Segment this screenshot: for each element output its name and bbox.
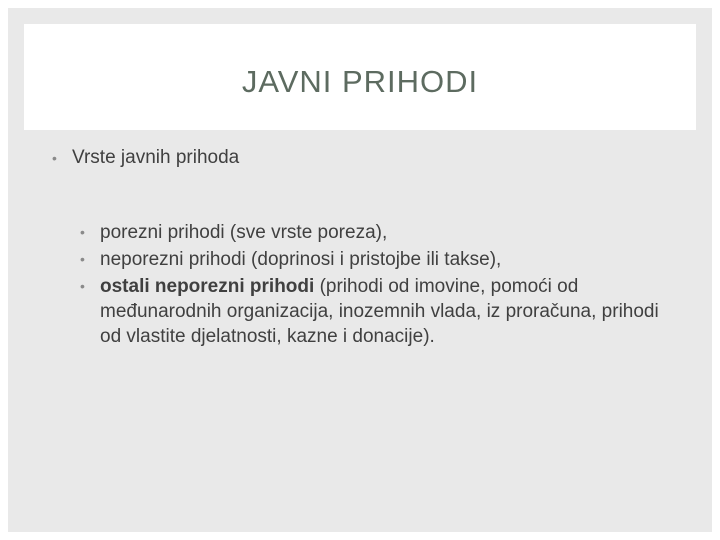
title-box bbox=[24, 24, 696, 130]
bullet-icon: • bbox=[80, 278, 85, 294]
sub-bullet-item bbox=[80, 274, 692, 349]
main-bullet-item bbox=[52, 146, 692, 170]
slide-title: JAVNI PRIHODI bbox=[241, 64, 479, 99]
sub-bullet-list bbox=[52, 220, 692, 349]
bullet-icon: • bbox=[80, 251, 85, 267]
main-bullet-text: Vrste javnih prihoda bbox=[72, 147, 240, 168]
sub-bullet-text bbox=[100, 247, 680, 272]
bullet-icon: • bbox=[80, 224, 85, 240]
sub-bullet-text bbox=[100, 220, 680, 245]
sub-bullet-plain-text: porezni prihodi (sve vrste poreza), bbox=[100, 222, 388, 243]
bullet-icon: • bbox=[52, 150, 57, 166]
sub-bullet-item bbox=[80, 247, 692, 272]
sub-bullet-bold-text: ostali neporezni prihodi bbox=[100, 276, 315, 297]
sub-bullet-item bbox=[80, 220, 692, 245]
sub-bullet-plain-text: (prihodi od imovine, pomoći od međunarodnih organizacija, inozemnih vlada, iz proračuna, prihodi od vlastite djelatnosti, kazne i donacije). bbox=[100, 276, 659, 347]
slide-content bbox=[52, 146, 692, 351]
sub-bullet-plain-text: neporezni prihodi (doprinosi i pristojbe ili takse), bbox=[100, 249, 502, 270]
slide bbox=[8, 8, 712, 532]
sub-bullet-text bbox=[100, 274, 680, 349]
